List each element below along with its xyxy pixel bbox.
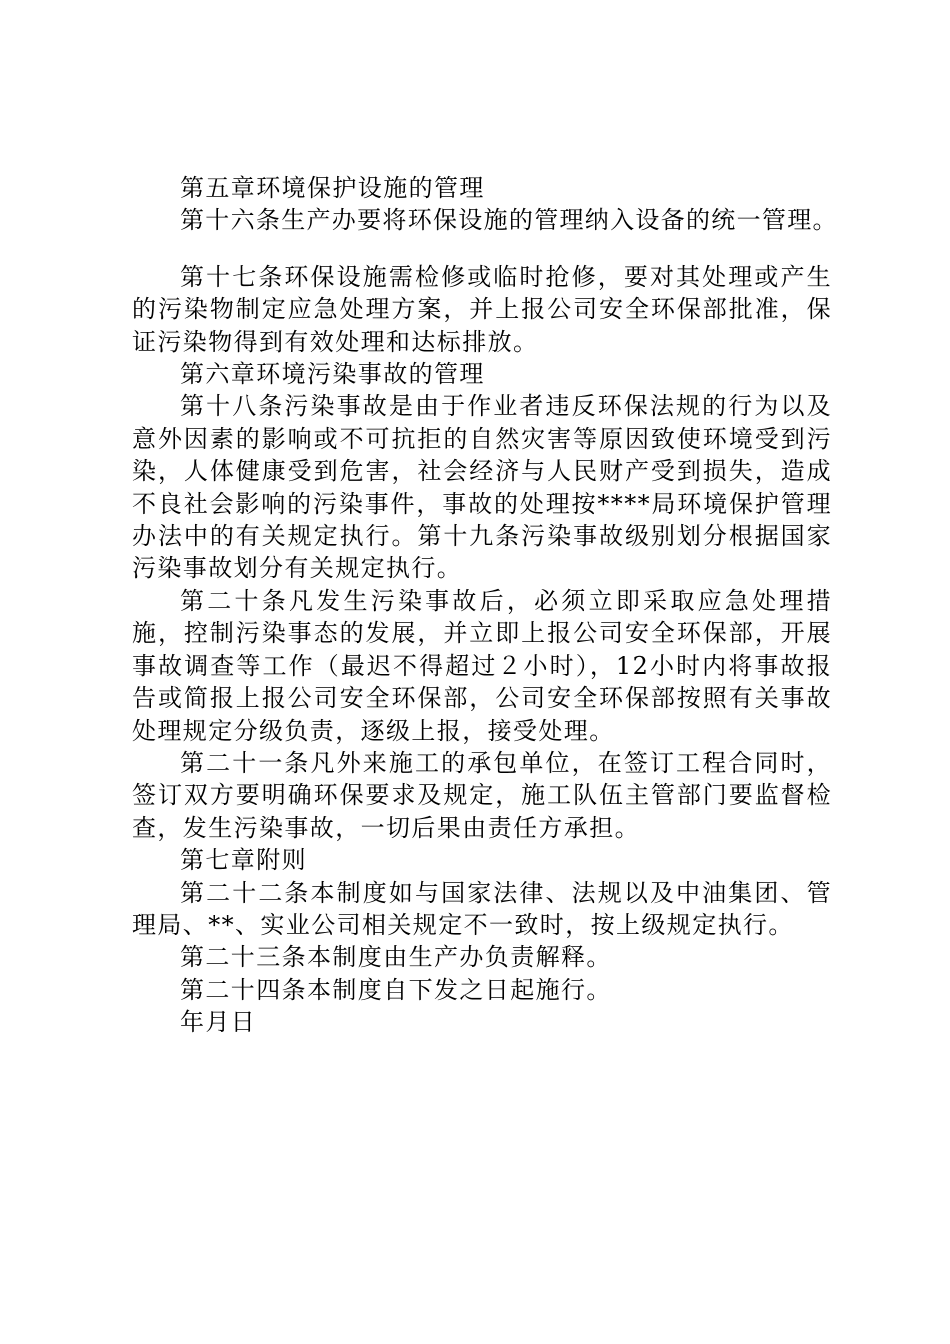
document-page (132, 172, 838, 1039)
article-22: 第二十二条本制度如与国家法律、法规以及中油集团、管理局、**、实业公司相关规定不一致时，按上级规定执行。 (132, 878, 832, 939)
article-17: 第十七条环保设施需检修或临时抢修，要对其处理或产生的污染物制定应急处理方案，并上报公司安全环保部批准，保证污染物得到有效处理和达标排放。 (132, 262, 832, 356)
article-16: 第十六条生产办要将环保设施的管理纳入设备的统一管理。 (180, 206, 838, 235)
article-21: 第二十一条凡外来施工的承包单位，在签订工程合同时，签订双方要明确环保要求及规定，施工队伍主管部门要监督检查，发生污染事故，一切后果由责任方承担。 (132, 748, 832, 842)
article-18-19: 第十八条污染事故是由于作业者违反环保法规的行为以及意外因素的影响或不可抗拒的自然灾害等原因致使环境受到污染，人体健康受到危害，社会经济与人民财产受到损失，造成不良社会影响的污染事件，事故的处理按****局环境保护管理办法中的有关规定执行。第十九条污染事故级别划分根据国家污染事故划分有关规定执行。 (132, 392, 832, 583)
chapter-6-heading: 第六章环境污染事故的管理 (180, 360, 485, 389)
date-line: 年月日 (180, 1008, 257, 1037)
chapter-5-heading: 第五章环境保护设施的管理 (180, 174, 485, 202)
paragraph-spacer (132, 237, 832, 261)
article-20: 第二十条凡发生污染事故后，必须立即采取应急处理措施，控制污染事态的发展，并立即上报公司安全环保部，开展事故调查等工作（最迟不得超过２小时），12小时内将事故报告或简报上报公司安全环保部，公司安全环保部按照有关事故处理规定分级负责，逐级上报，接受处理。 (132, 586, 832, 745)
chapter-7-heading: 第七章附则 (180, 846, 307, 875)
article-24: 第二十四条本制度自下发之日起施行。 (180, 975, 612, 1004)
article-23: 第二十三条本制度由生产办负责解释。 (180, 943, 612, 972)
